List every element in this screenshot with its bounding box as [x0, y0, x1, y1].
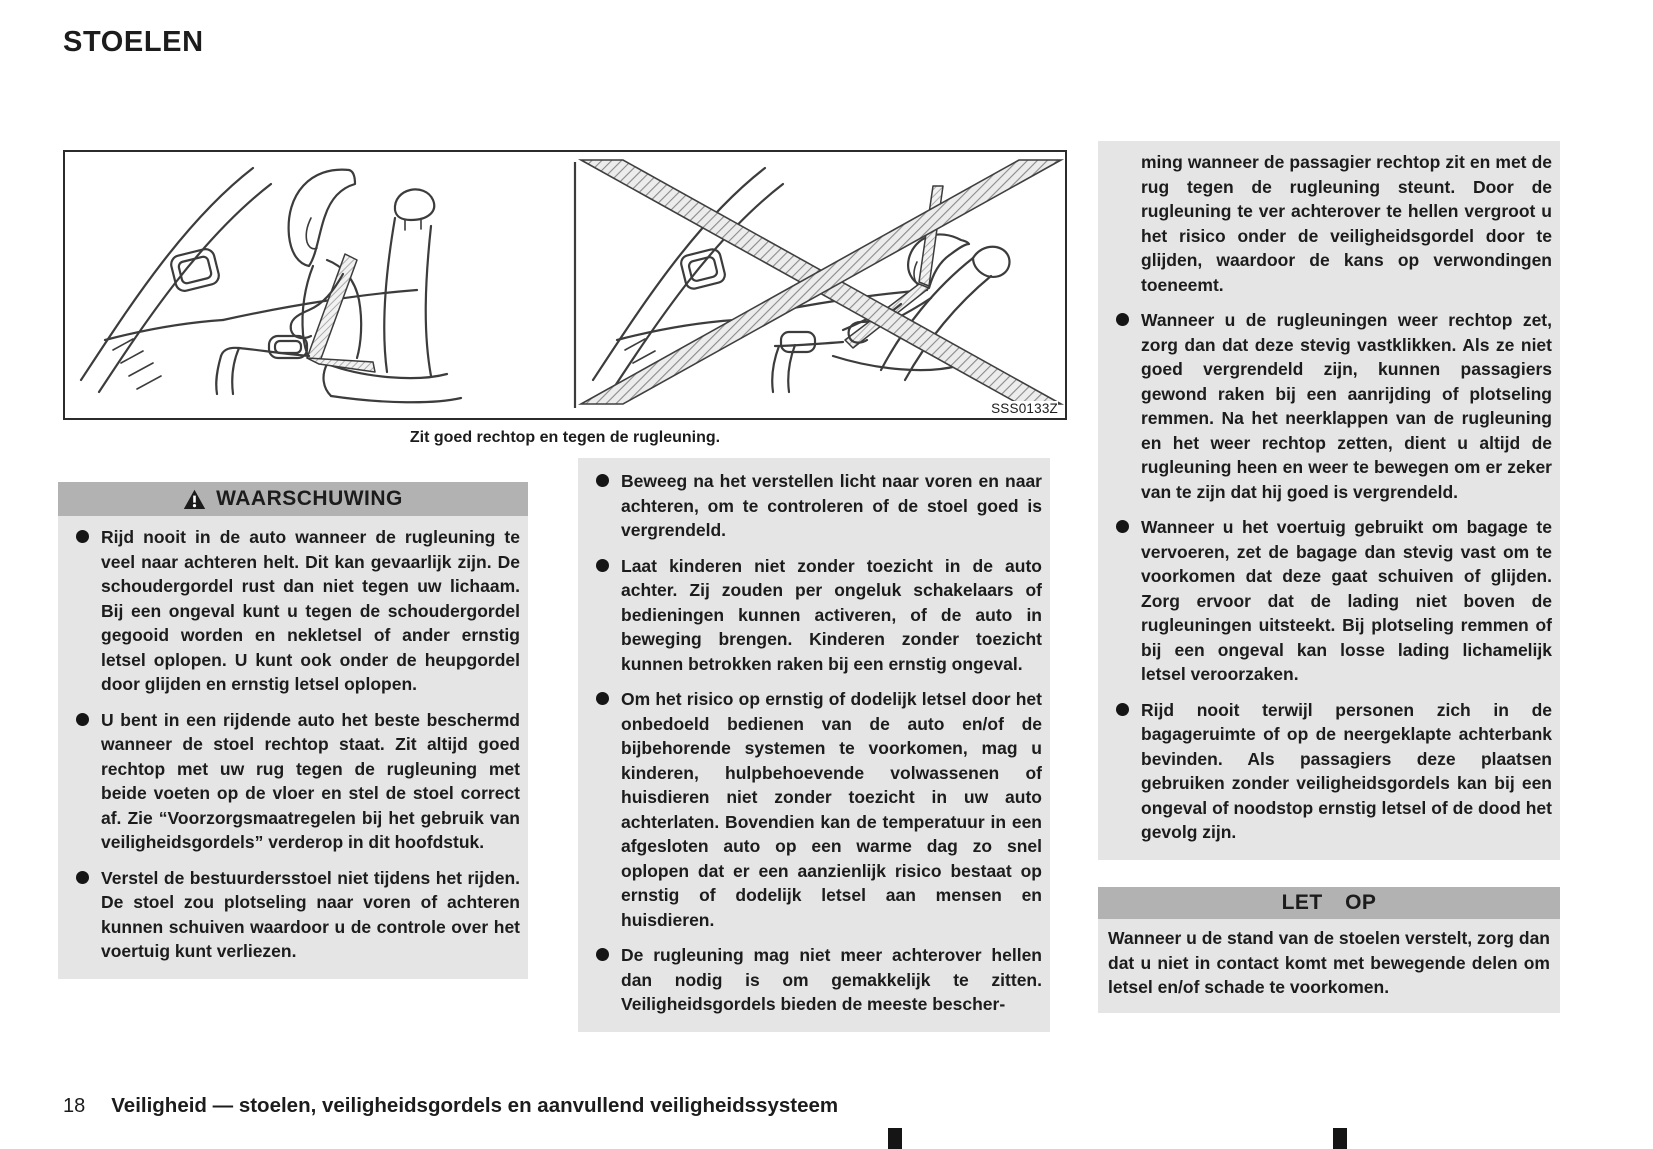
- x-mark-overlay: [581, 160, 1061, 404]
- warning-bullet: [66, 525, 520, 697]
- print-registration-mark: [888, 1128, 902, 1149]
- notice-body: [1098, 919, 1560, 1013]
- warning-header: [58, 482, 528, 516]
- warning-bullet: [66, 708, 520, 855]
- figure-caption: Zit goed rechtop en tegen de rugleuning.: [409, 429, 721, 446]
- bullet-icon: [76, 871, 89, 884]
- bullet-icon: [1116, 520, 1129, 533]
- warning-text-continuation: ming wanneer de passagier rechtop zit en met de rug tegen de rugleuning steunt. Door de rugleuning te ver achterover te hellen vergroot u het risico onder de veiligheidsgordel door te glijden, waardoor de kans op verwondingen toeneemt.: [1141, 152, 1552, 295]
- warning-title: WAARSCHUWING: [216, 487, 403, 510]
- warning-triangle-icon: [183, 489, 206, 510]
- warning-text: Rijd nooit terwijl personen zich in de bagageruimte of op de neergeklapte achterbank bevinden. Als passagiers deze plaatsen gebruiken zonder veiligheidsgordels kan bij een ongeval of noodstop ernstig letsel of de dood het gevolg zijn.: [1141, 699, 1552, 842]
- footer-page-number: 18: [63, 1095, 86, 1117]
- page-footer: [63, 1094, 838, 1118]
- warning-text: Laat kinderen niet zonder toezicht in de auto achter. Zij zouden per ongeluk schakelaars of bedieningen kunnen activeren, of de auto in beweging brengen. Kinderen zonder toezicht kunnen betrokken raken bij een ernstig ongeval.: [621, 555, 1042, 674]
- seat-illustration: [65, 152, 1065, 418]
- figure-code: SSS0133Z: [987, 401, 1058, 416]
- bullet-icon: [76, 530, 89, 543]
- warning-text: Wanneer u het voertuig gebruikt om bagage te vervoeren, zet de bagage dan stevig vast om te voorkomen dat deze gaat schuiven of glijden. Zorg ervoor dat de lading niet boven de rugleuningen uitsteekt. Bij plotseling remmen of bij een ongeval kan losse lading lichamelijk letsel veroorzaken.: [1141, 517, 1552, 684]
- seat-upright-illustration: [81, 168, 461, 402]
- warning-bullet: [586, 687, 1042, 932]
- warning-box: [58, 482, 528, 979]
- warning-bullet: [66, 866, 520, 964]
- bullet-icon: [596, 559, 609, 572]
- warning-bullet: [1106, 515, 1552, 687]
- footer-section-title: Veiligheid — stoelen, veiligheidsgordels en aanvullend veiligheidssysteem: [111, 1094, 839, 1117]
- warning-bullet: [586, 943, 1042, 1017]
- warning-text: U bent in een rijdende auto het beste beschermd wanneer de stoel rechtop staat. Zit altijd goed rechtop met uw rug tegen de rugleuning met beide voeten op de vloer en stel de stoel correct af. Zie “Voorzorgsmaatregelen bij het gebruik van veiligheidsgordels” verderop in dit hoofdstuk.: [101, 709, 520, 852]
- bullet-icon: [1116, 313, 1129, 326]
- warning-text: De rugleuning mag niet meer achterover hellen dan nodig is om gemakkelijk te zitten. Veiligheidsgordels bieden de meeste bescher-: [621, 945, 1042, 1014]
- warning-box-continued: [578, 458, 1050, 1032]
- bullet-icon: [1116, 703, 1129, 716]
- warning-bullet: [1106, 308, 1552, 504]
- print-registration-mark: [1333, 1128, 1347, 1149]
- notice-header: [1098, 887, 1560, 919]
- warning-text: Beweeg na het verstellen licht naar voren en naar achteren, om te controleren of de stoel goed is vergrendeld.: [621, 471, 1042, 540]
- bullet-icon: [76, 713, 89, 726]
- notice-title: LET OP: [1281, 891, 1377, 914]
- warning-text: Wanneer u de rugleuningen weer rechtop zet, zorg dan dat deze stevig vastklikken. Als ze niet goed vergrendeld zijn, kunnen passagiers gewond raken bij een aanrijding of plotseling remmen. Na het neerklappen van de rugleuning en het weer rechtop zetten, dient u altijd de rugleuning heen en weer te bewegen om er zeker van te zijn dat hij goed is vergrendeld.: [1141, 310, 1552, 502]
- figure-box: [63, 150, 1067, 420]
- warning-bullet: [586, 554, 1042, 677]
- warning-text: Om het risico op ernstig of dodelijk letsel door het onbedoeld bedienen van de auto en/of de bijbehorende systemen te voorkomen, mag u kinderen, hulpbehoevende volwassenen of huisdieren niet zonder toezicht in uw auto achterlaten. Bovendien kan de temperatuur in een afgesloten auto op een warme dag zo snel oplopen dat er een aanzienlijk risico bestaat op ernstig of dodelijk letsel aan mensen en huisdieren.: [621, 689, 1042, 930]
- notice-box: [1098, 887, 1560, 1013]
- bullet-icon: [596, 948, 609, 961]
- warning-bullet: [1106, 698, 1552, 845]
- warning-box-continued-2: [1098, 141, 1560, 860]
- bullet-icon: [596, 692, 609, 705]
- page-title: STOELEN: [63, 26, 204, 58]
- warning-text: Verstel de bestuurdersstoel niet tijdens het rijden. De stoel zou plotseling naar voren of achteren kunnen schuiven waardoor u de controle over het voertuig kunt verliezen.: [101, 867, 520, 961]
- notice-text: Wanneer u de stand van de stoelen verstelt, zorg dan dat u niet in contact komt met bewegende delen om letsel en/of schade te voorkomen.: [1108, 928, 1550, 997]
- warning-bullet: [586, 469, 1042, 543]
- bullet-icon: [596, 474, 609, 487]
- warning-text: Rijd nooit in de auto wanneer de rugleuning te veel naar achteren helt. Dit kan gevaarlijk zijn. De schoudergordel rust dan niet tegen uw lichaam. Bij een ongeval kunt u tegen de schoudergordel gegooid worden en nekletsel of ander ernstig letsel oplopen. U kunt ook onder de heupgordel door glijden en ernstig letsel oplopen.: [101, 527, 520, 694]
- warning-body-col1: [58, 516, 528, 979]
